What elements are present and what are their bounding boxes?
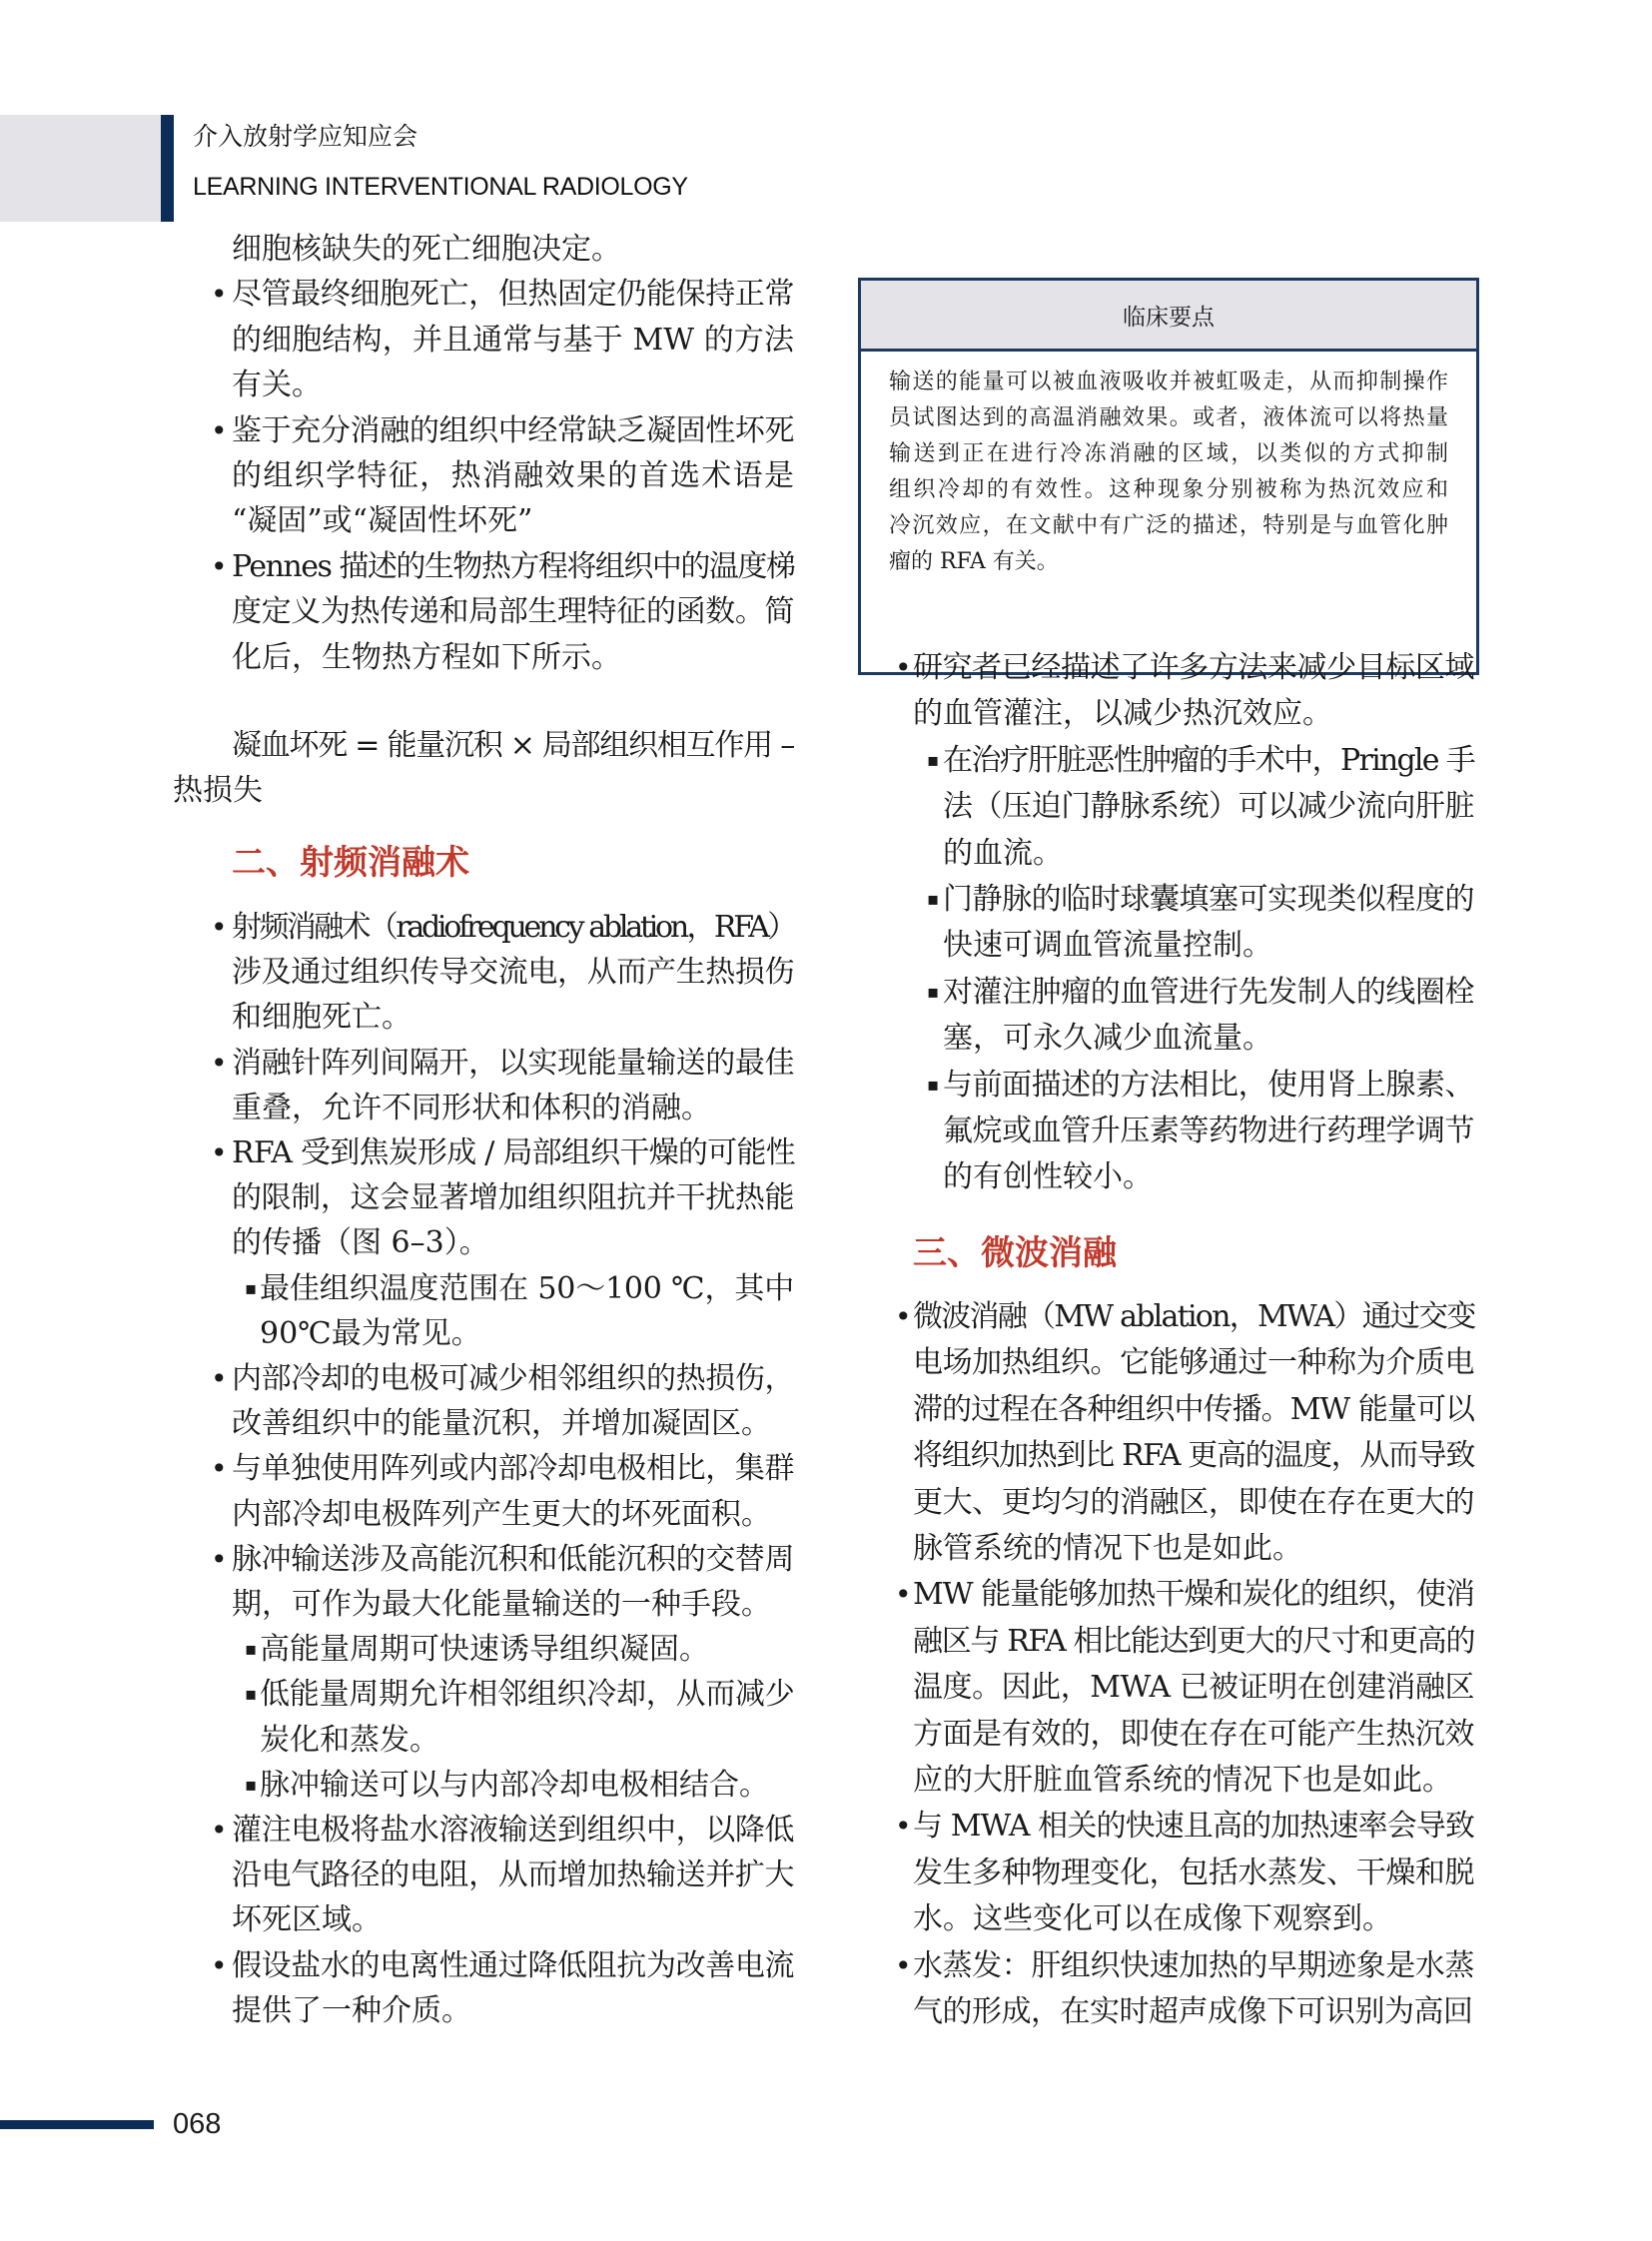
text-line: 的有创性较小。 bbox=[943, 1159, 1153, 1195]
text-line: 高能量周期可快速诱导组织凝固。 bbox=[260, 1632, 709, 1668]
header-accent-bar bbox=[161, 115, 174, 222]
section-heading-mwa: 三、微波消融 bbox=[913, 1233, 1117, 1273]
bullet-icon: • bbox=[895, 1300, 912, 1333]
header-gray-band bbox=[0, 115, 161, 222]
text-line: 期，可作为最大化能量输送的一种手段。 bbox=[232, 1587, 771, 1622]
bullet-icon: • bbox=[211, 278, 228, 312]
bullet-icon: • bbox=[211, 549, 228, 583]
bullet-icon: • bbox=[895, 651, 912, 684]
square-bullet-icon: ▪ bbox=[245, 1774, 258, 1796]
text-line: 研究者已经描述了许多方法来减少目标区域 bbox=[913, 650, 1474, 685]
text-line: “凝固”或“凝固性坏死” bbox=[232, 503, 533, 539]
text-line: 射频消融术（radiofrequency ablation，RFA） bbox=[232, 910, 794, 945]
bullet-icon: • bbox=[211, 1814, 228, 1847]
square-bullet-icon: ▪ bbox=[927, 749, 940, 771]
text-line: 内部冷却的电极可减少相邻组织的热损伤， bbox=[232, 1361, 794, 1396]
text-line: 消融针阵列间隔开，以实现能量输送的最佳 bbox=[232, 1045, 794, 1081]
text-line: 将组织加热到比 RFA 更高的温度，从而导致 bbox=[913, 1438, 1474, 1474]
text-line: 最佳组织温度范围在 50～100 ℃，其中 bbox=[260, 1270, 794, 1306]
text-line: 与单独使用阵列或内部冷却电极相比，集群 bbox=[232, 1451, 794, 1487]
square-bullet-icon: ▪ bbox=[927, 981, 940, 1003]
text-line: 方面是有效的，即使在存在可能产生热沉效 bbox=[913, 1716, 1474, 1752]
text-line: 的血管灌注，以减少热沉效应。 bbox=[913, 696, 1332, 732]
running-header-chinese: 介入放射学应知应会 bbox=[193, 123, 418, 151]
running-header-english: LEARNING INTERVENTIONAL RADIOLOGY bbox=[193, 173, 688, 201]
bullet-icon: • bbox=[211, 1046, 228, 1080]
text-line: 温度。因此，MWA 已被证明在创建消融区 bbox=[913, 1670, 1474, 1706]
text-line: 水蒸发：肝组织快速加热的早期迹象是水蒸 bbox=[913, 1947, 1474, 1983]
bullet-icon: • bbox=[895, 1810, 912, 1844]
equation-line-2: 热损失 bbox=[173, 773, 263, 808]
text-line: 化后，生物热方程如下所示。 bbox=[232, 639, 621, 675]
text-line: 与前面描述的方法相比，使用肾上腺素、 bbox=[943, 1067, 1474, 1103]
text-line: 炭化和蒸发。 bbox=[260, 1722, 439, 1758]
text-line: 的组织学特征，热消融效果的首选术语是 bbox=[232, 458, 794, 493]
clinical-points-title: 临床要点 bbox=[861, 281, 1476, 352]
box-text-line: 输送的能量可以被血液吸收并被虹吸走，从而抑制操作 bbox=[889, 370, 1448, 394]
text-line: 法（压迫门静脉系统）可以减少流向肝脏 bbox=[943, 789, 1474, 825]
text-line: 滞的过程在各种组织中传播。MW 能量可以 bbox=[913, 1391, 1474, 1427]
bullet-icon: • bbox=[211, 1452, 228, 1486]
clinical-points-body bbox=[889, 365, 1448, 580]
text-line: 水。这些变化可以在成像下观察到。 bbox=[913, 1901, 1392, 1937]
bullet-icon: • bbox=[895, 1578, 912, 1612]
text-line: 内部冷却电极阵列产生更大的坏死面积。 bbox=[232, 1496, 771, 1532]
box-text-line: 组织冷却的有效性。这种现象分别被称为热沉效应和 bbox=[889, 477, 1448, 502]
text-line: 尽管最终细胞死亡，但热固定仍能保持正常 bbox=[232, 277, 794, 313]
text-line: 细胞核缺失的死亡细胞决定。 bbox=[232, 232, 621, 267]
text-line: 坏死区域。 bbox=[232, 1902, 382, 1938]
section-heading-rfa: 二、射频消融术 bbox=[232, 843, 469, 883]
text-line: 塞，可永久减少血流量。 bbox=[943, 1021, 1272, 1057]
text-line: 和细胞死亡。 bbox=[232, 1000, 412, 1036]
text-line: 脉冲输送涉及高能沉积和低能沉积的交替周 bbox=[232, 1541, 794, 1577]
text-line: 改善组织中的能量沉积，并增加凝固区。 bbox=[232, 1406, 771, 1442]
text-line: 涉及通过组织传导交流电，从而产生热损伤 bbox=[232, 955, 794, 991]
square-bullet-icon: ▪ bbox=[245, 1277, 258, 1299]
text-line: 的传播（图 6–3）。 bbox=[232, 1225, 489, 1261]
text-line: 90℃最为常见。 bbox=[260, 1315, 481, 1351]
page-number: 068 bbox=[173, 2108, 222, 2140]
bullet-icon: • bbox=[895, 1948, 912, 1982]
bullet-icon: • bbox=[211, 1542, 228, 1576]
text-line: 重叠，允许不同形状和体积的消融。 bbox=[232, 1090, 711, 1125]
bullet-icon: • bbox=[211, 1362, 228, 1395]
text-line: 气的形成，在实时超声成像下可识别为高回 bbox=[913, 1994, 1473, 2029]
text-line: 更大、更均匀的消融区，即使在存在更大的 bbox=[913, 1484, 1474, 1520]
box-text-line: 瘤的 RFA 有关。 bbox=[889, 549, 1059, 574]
text-line: 氟烷或血管升压素等药物进行药理学调节 bbox=[943, 1114, 1474, 1148]
box-text-line: 员试图达到的高温消融效果。或者，液体流可以将热量 bbox=[889, 405, 1448, 430]
text-line: 的细胞结构，并且通常与基于 MW 的方法 bbox=[232, 322, 794, 358]
text-line: 有关。 bbox=[232, 368, 322, 403]
bullet-icon: • bbox=[211, 1136, 228, 1169]
square-bullet-icon: ▪ bbox=[927, 1074, 940, 1096]
text-line: 灌注电极将盐水溶液输送到组织中，以降低 bbox=[232, 1813, 794, 1848]
clinical-points-box bbox=[858, 278, 1479, 675]
text-line: 沿电气路径的电阻，从而增加热输送并扩大 bbox=[232, 1858, 794, 1893]
text-line: Pennes 描述的生物热方程将组织中的温度梯 bbox=[232, 548, 795, 584]
text-line: 发生多种物理变化，包括水蒸发、干燥和脱 bbox=[913, 1855, 1474, 1890]
text-line: 对灌注肿瘤的血管进行先发制人的线圈栓 bbox=[943, 974, 1474, 1010]
bullet-icon: • bbox=[211, 911, 228, 944]
text-line: 快速可调血管流量控制。 bbox=[943, 928, 1272, 964]
text-line: 的限制，这会显著增加组织阻抗并干扰热能 bbox=[232, 1180, 794, 1216]
footer-accent-bar bbox=[0, 2120, 154, 2129]
text-line: 融区与 RFA 相比能达到更大的尺寸和更高的 bbox=[913, 1623, 1474, 1659]
text-line: 微波消融（MW ablation，MWA）通过交变 bbox=[913, 1299, 1475, 1334]
square-bullet-icon: ▪ bbox=[245, 1684, 258, 1706]
text-line: 在治疗肝脏恶性肿瘤的手术中，Pringle 手 bbox=[943, 742, 1474, 778]
square-bullet-icon: ▪ bbox=[927, 889, 940, 910]
text-line: 的血流。 bbox=[943, 835, 1063, 871]
text-line: RFA 受到焦炭形成 / 局部组织干燥的可能性 bbox=[232, 1135, 795, 1170]
text-line: 门静脉的临时球囊填塞可实现类似程度的 bbox=[943, 882, 1474, 917]
bullet-icon: • bbox=[211, 1948, 228, 1982]
text-line: 度定义为热传递和局部生理特征的函数。简 bbox=[232, 594, 794, 630]
text-line: 脉管系统的情况下也是如此。 bbox=[913, 1531, 1302, 1566]
text-line: 与 MWA 相关的快速且高的加热速率会导致 bbox=[913, 1809, 1474, 1845]
text-line: 低能量周期允许相邻组织冷却，从而减少 bbox=[260, 1677, 795, 1713]
bullet-icon: • bbox=[211, 413, 228, 447]
text-line: 假设盐水的电离性通过降低阻抗为改善电流 bbox=[232, 1947, 794, 1983]
text-line: 鉴于充分消融的组织中经常缺乏凝固性坏死 bbox=[232, 412, 794, 448]
square-bullet-icon: ▪ bbox=[245, 1639, 258, 1661]
box-text-line: 冷沉效应，在文献中有广泛的描述，特别是与血管化肿 bbox=[889, 513, 1448, 538]
text-line: 应的大肝脏血管系统的情况下也是如此。 bbox=[913, 1763, 1452, 1798]
text-line: 电场加热组织。它能够通过一种称为介质电 bbox=[913, 1345, 1474, 1381]
equation-line-1: 凝血坏死 = 能量沉积 × 局部组织相互作用 – bbox=[232, 728, 794, 763]
text-line: MW 能量能够加热干燥和炭化的组织，使消 bbox=[913, 1577, 1474, 1613]
text-line: 脉冲输送可以与内部冷却电极相结合。 bbox=[260, 1767, 769, 1803]
text-line: 提供了一种介质。 bbox=[232, 1992, 471, 2028]
box-text-line: 输送到正在进行冷冻消融的区域，以类似的方式抑制 bbox=[889, 441, 1448, 466]
